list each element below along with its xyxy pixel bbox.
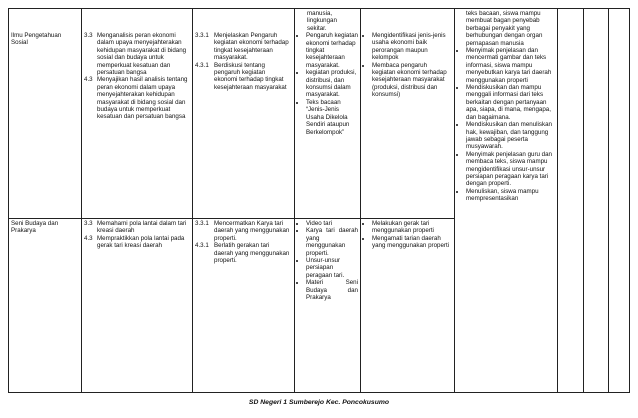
list-item (195, 242, 292, 264)
lesson-plan-table (8, 8, 630, 393)
list-item (84, 32, 190, 76)
list-item (84, 235, 190, 250)
indicator-cell (193, 9, 295, 219)
empty-cell (584, 9, 609, 393)
tujuan-cell (361, 9, 455, 219)
list-item: • Teks bacaan “Jenis-Jenis Usaha Dikelola Sendiri ataupun Berkelompok” (306, 99, 358, 136)
top-note: manusia, lingkungan sekitar. (307, 10, 337, 32)
list-item: • Mendiskusikan dan mampu menggali informasi dari teks berkaitan dengan pertanyaan apa, siapa, di mana, mengapa, dan bagaimana. (466, 84, 555, 121)
empty-cell (558, 9, 584, 393)
list-item: • kegiatan produksi, distribusi, dan konsumsi dalam masyarakat. (306, 69, 358, 99)
kd-text: Menganalisis peran ekonomi dalam upaya menyejahterakan kehidupan masyarakat di bidang sosial dan budaya untuk memperkuat kesatuan dan persatuan bangsa (97, 32, 187, 77)
kegiatan-cell (455, 9, 558, 393)
materi-list (297, 220, 358, 301)
subject-cell (9, 9, 82, 219)
list-item: • Menyimak penjelasan guru dan membaca teks, siswa mampu mengidentifikasi unsur-unsur persiapan peragaan karya tari dengan properti. (466, 151, 555, 188)
list-item: • Menyimak penjelasan dan mencermati gambar dan teks informasi, siswa mampu menyebutkan karya tari daerah menggunakan properti (466, 47, 555, 84)
kegiatan-list (457, 47, 555, 203)
kd-number: 4.3 (84, 234, 93, 242)
subject-name: Seni Budaya dan Prakarya (11, 220, 59, 235)
materi-cell (295, 219, 361, 393)
list-item: • Pengaruh kegiatan ekonomi terhadap tingkat kesejahteraan masyarakat. (306, 32, 358, 69)
kd-text: Mempraktikkan pola lantai pada gerak tari kreasi daerah (97, 234, 185, 250)
kd-number: 4.3 (84, 76, 93, 84)
list-item: • Materi Seni Budaya dan Prakarya (306, 279, 358, 301)
list-item: • Mengamati tarian daerah yang menggunakan properti (372, 235, 452, 250)
kd-cell (82, 9, 193, 219)
indicator-number: 4.3.1 (195, 242, 209, 250)
table-row (9, 9, 630, 219)
list-item: • Mendiskusikan dan menuliskan hak, kewajiban, dan tanggung jawab sebagai peserta musyawarah. (466, 121, 555, 151)
indicator-text: Mencermatkan Karya tari daerah yang menggunakan properti. (214, 220, 290, 242)
kegiatan-intro: teks bacaan, siswa mampu membuat bagan penyebab berbagai penyakit yang berhubungan dengan organ pernapasan manusia (466, 10, 543, 47)
indicator-number: 3.3.1 (195, 32, 209, 39)
list-item: • Unsur-unsur persiapan peragaan tari. (306, 257, 358, 279)
list-item: • Membaca pengaruh kegiatan ekonomi terhadap kesejahteraan masyarakat (produksi, distribusi dan konsumsi) (372, 62, 452, 99)
list-item (195, 62, 292, 92)
list-item (195, 220, 292, 242)
subject-name: Ilmu Pengetahuan Sosial (11, 32, 62, 47)
list-item (195, 32, 292, 62)
kd-text: Menyajikan hasil analisis tentang peran ekonomi dalam upaya menyejahterakan kehidupan masyarakat di bidang sosial dan budaya untuk memperkuat kesatuan dan persatuan bangsa (97, 76, 188, 121)
indicator-text: Berlatih gerakan tari daerah yang menggunakan properti. (214, 242, 290, 265)
empty-cell (609, 9, 630, 393)
indicator-cell (193, 219, 295, 393)
indicator-number: 4.3.1 (195, 61, 209, 69)
indicator-number: 3.3.1 (195, 220, 209, 227)
tujuan-list (363, 32, 452, 99)
list-item: • Menuliskan, siswa mampu mempresentasikan (466, 188, 555, 203)
page-footer: SD Negeri 1 Sumberejo Kec. Poncokusumo (248, 399, 390, 406)
list-item: • Video tari (306, 220, 358, 227)
materi-cell (295, 9, 361, 219)
list-item (84, 76, 190, 120)
kd-cell (82, 219, 193, 393)
list-item: • Karya tari daerah yang menggunakan properti. (306, 227, 358, 257)
materi-list (297, 32, 358, 136)
list-item: • Melakukan gerak tari menggunakan properti (372, 220, 452, 235)
list-item (84, 220, 190, 235)
subject-cell (9, 219, 82, 393)
kd-number: 3.3 (84, 220, 93, 227)
tujuan-list (363, 220, 452, 250)
indicator-text: Berdiskusi tentang pengaruh kegiatan ekonomi terhadap tingkat kesejahteraan masyarakat (214, 61, 287, 91)
list-item: • Mengidentifikasi jenis-jenis usaha ekonomi baik perorangan maupun kelompok (372, 32, 452, 62)
kd-number: 3.3 (84, 32, 93, 39)
indicator-text: Menjelaskan Pengaruh kegiatan ekonomi terhadap tingkat kesejahteraan masyarakat. (214, 32, 289, 62)
kd-text: Memahami pola lantai dalam tari kreasi daerah (97, 220, 187, 235)
tujuan-cell (361, 219, 455, 393)
